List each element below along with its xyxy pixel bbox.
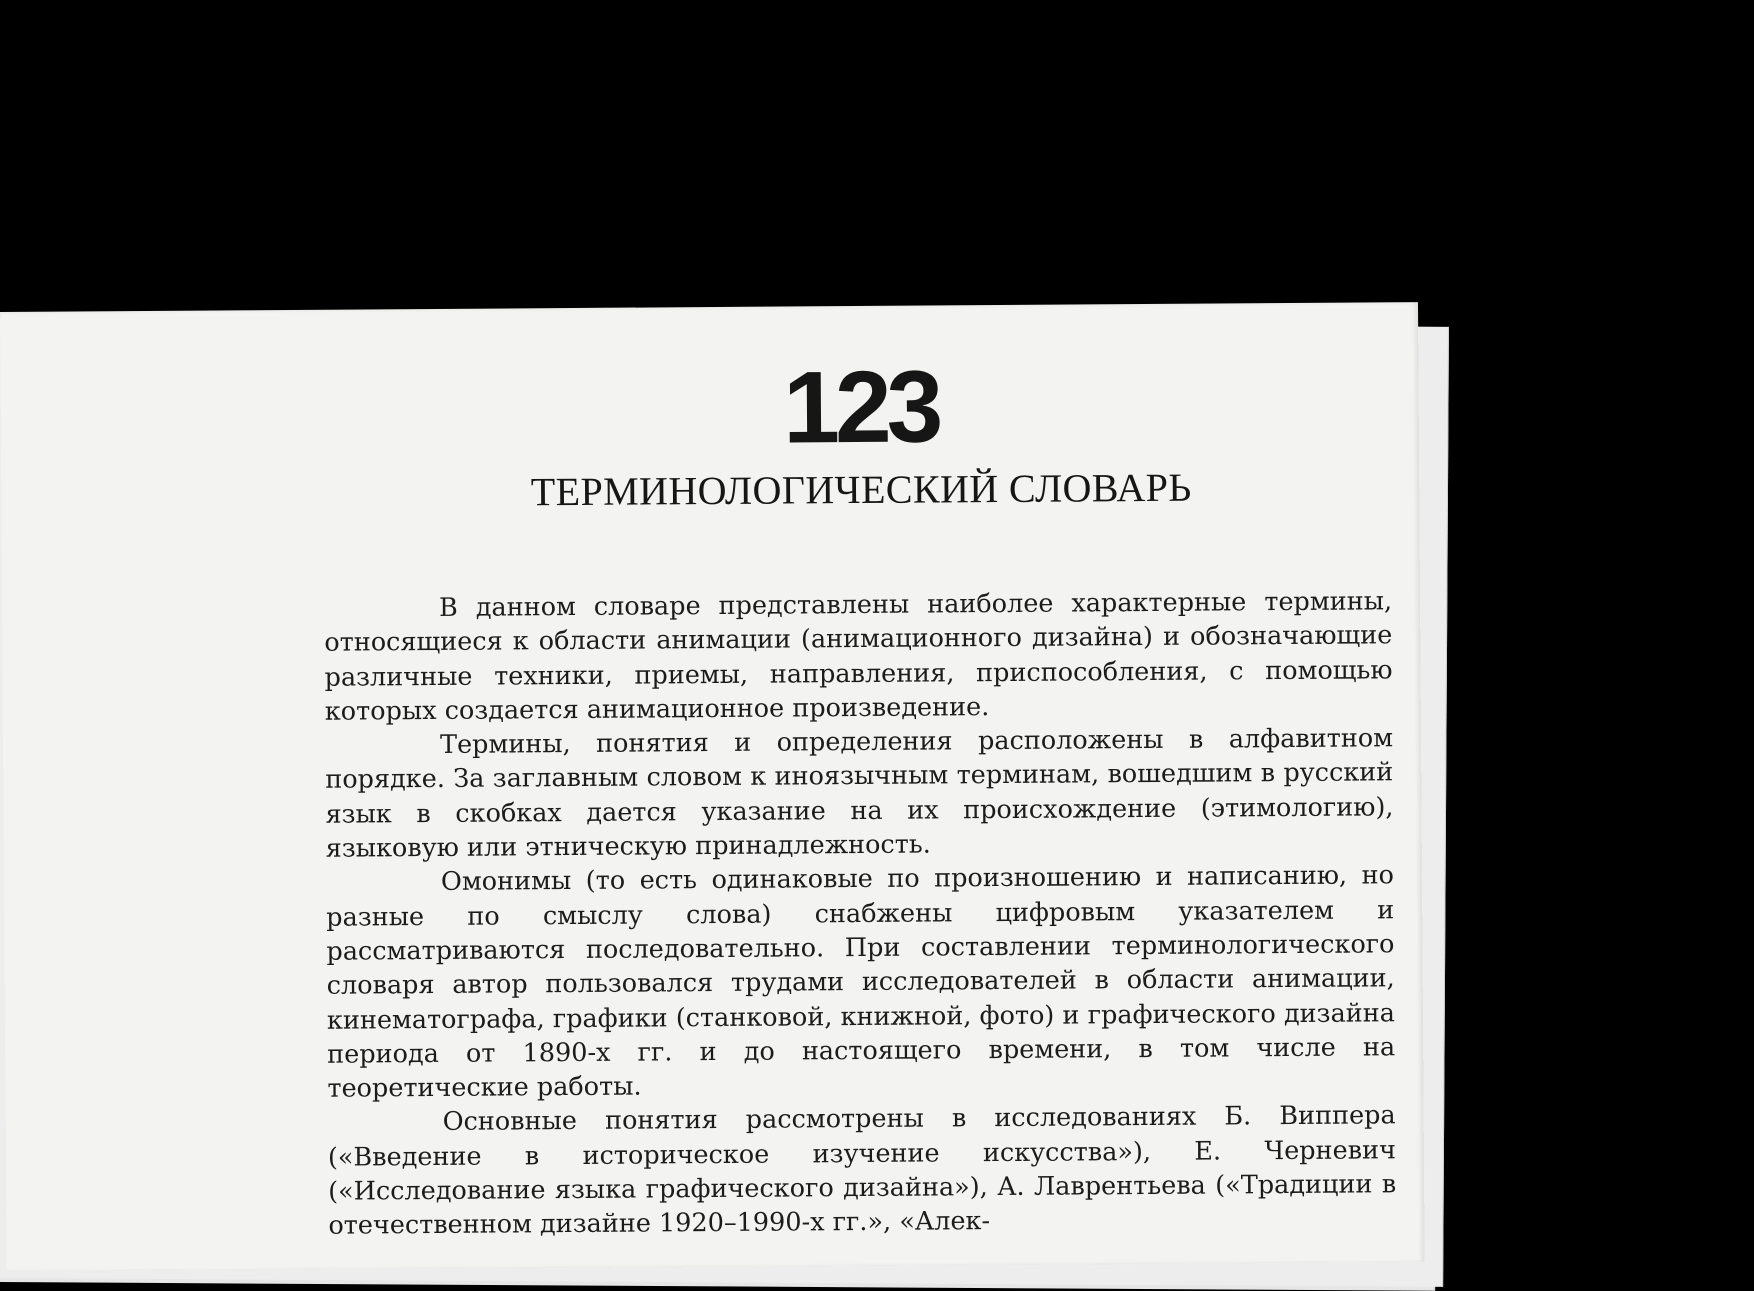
paragraph: Основные понятия рассмотрены в исследованиях Б. Виппера («Введение в историческое изучение искусства»), Е. Черневич («Исследование языка графического дизайна»), А. Лаврентьева («Традиции в отечественном дизайне 1920–1990-х гг.», «Алек- (327, 1100, 1397, 1242)
section-title: ТЕРМИНОЛОГИЧЕСКИЙ СЛОВАРЬ (530, 464, 1192, 515)
paragraph: В данном словаре представлены наиболее характерные термины, относящиеся к области анимации (анимационного дизайна) и обозначающие различные техники, приемы, направления, приспособления, с помощью которых создается анимационное произведение. (324, 586, 1393, 727)
body-text (324, 584, 1397, 1243)
page-number: 123 (782, 349, 939, 465)
paragraph: Термины, понятия и определения расположены в алфавитном порядке. За заглавным словом к иноязычным терминам, вошедшим в русский язык в скобках дается указание на их происхождение (этимологию), языковую или этническую принадлежность. (325, 723, 1394, 864)
book-page (0, 302, 1425, 1272)
paragraph: Омонимы (то есть одинаковые по произношению и написанию, но разные по смыслу слова) снабжены цифровым указателем и рассматриваются последовательно. При составлении терминологического словаря автор пользовался трудами исследователей в области анимации, кинематографа, графики (станковой, книжной, фото) и графического дизайна периода от 1890-х гг. и до настоящего времени, в том числе на теоретические работы. (326, 860, 1396, 1104)
